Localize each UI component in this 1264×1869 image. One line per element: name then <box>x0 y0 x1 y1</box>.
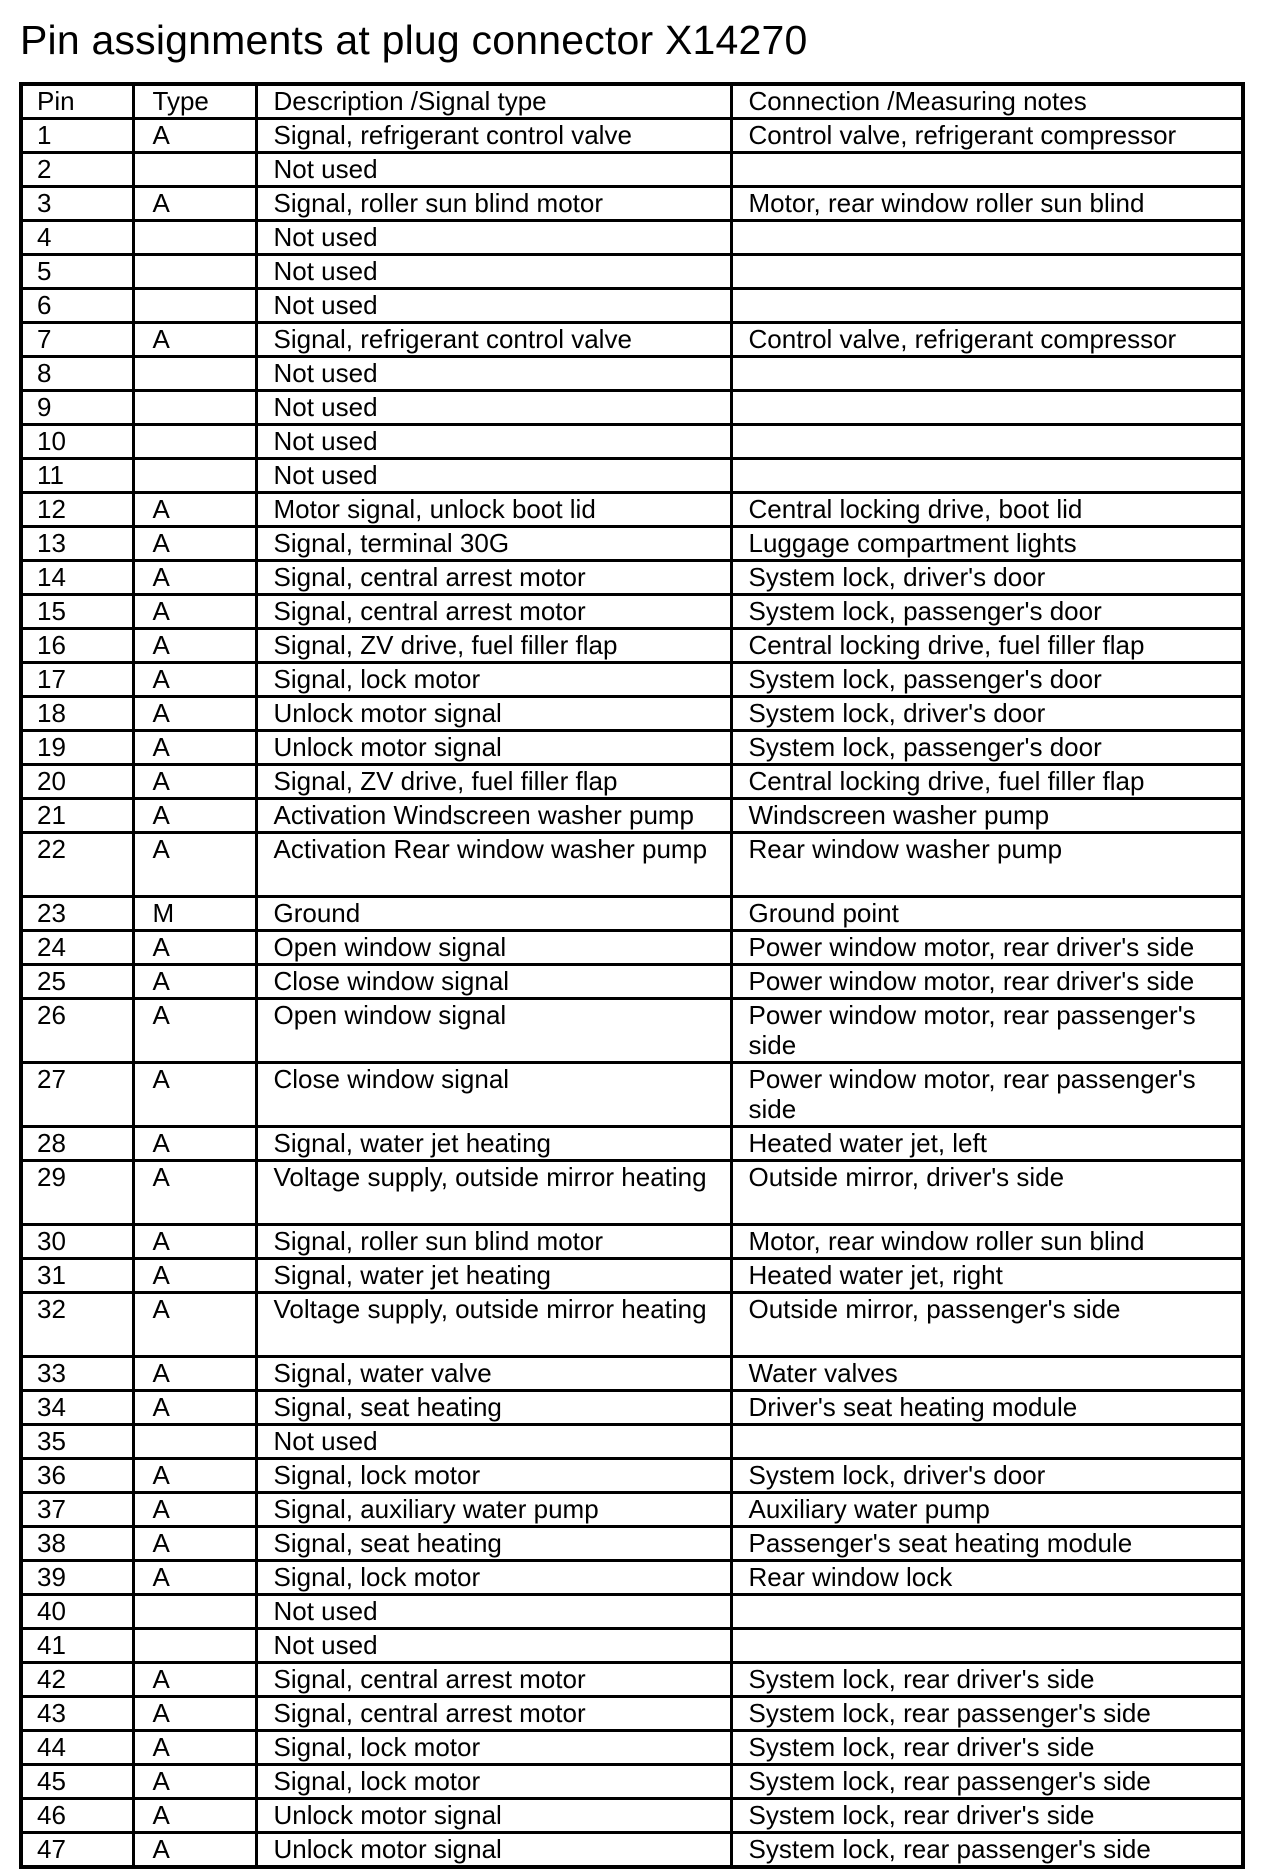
table-row <box>21 1459 1243 1493</box>
cell-description: Signal, water valve <box>256 1357 731 1391</box>
cell-connection: Rear window lock <box>731 1561 1243 1595</box>
table-row <box>21 833 1243 897</box>
cell-type: A <box>133 1259 256 1293</box>
cell-type: A <box>133 1293 256 1357</box>
cell-description: Signal, roller sun blind motor <box>256 187 731 221</box>
cell-connection: Driver's seat heating module <box>731 1391 1243 1425</box>
table-row <box>21 1161 1243 1225</box>
cell-type: A <box>133 1357 256 1391</box>
cell-pin: 20 <box>21 765 133 799</box>
cell-type <box>133 425 256 459</box>
table-row <box>21 459 1243 493</box>
table-row <box>21 1127 1243 1161</box>
cell-description: Not used <box>256 357 731 391</box>
cell-connection <box>731 1595 1243 1629</box>
cell-description: Signal, central arrest motor <box>256 595 731 629</box>
cell-pin: 37 <box>21 1493 133 1527</box>
cell-description: Signal, refrigerant control valve <box>256 119 731 153</box>
cell-type: A <box>133 731 256 765</box>
cell-description: Signal, lock motor <box>256 1731 731 1765</box>
cell-connection: System lock, rear driver's side <box>731 1731 1243 1765</box>
table-row <box>21 1765 1243 1799</box>
cell-connection: Auxiliary water pump <box>731 1493 1243 1527</box>
cell-connection: Control valve, refrigerant compressor <box>731 323 1243 357</box>
cell-description: Not used <box>256 459 731 493</box>
cell-connection: Rear window washer pump <box>731 833 1243 897</box>
cell-pin: 42 <box>21 1663 133 1697</box>
table-row <box>21 1293 1243 1357</box>
cell-description: Unlock motor signal <box>256 1833 731 1868</box>
cell-connection: Power window motor, rear driver's side <box>731 965 1243 999</box>
cell-type <box>133 459 256 493</box>
table-row <box>21 1259 1243 1293</box>
table-row <box>21 357 1243 391</box>
cell-connection: Central locking drive, fuel filler flap <box>731 629 1243 663</box>
cell-description: Ground <box>256 897 731 931</box>
cell-type <box>133 255 256 289</box>
cell-description: Signal, lock motor <box>256 663 731 697</box>
cell-type <box>133 221 256 255</box>
cell-type: A <box>133 1561 256 1595</box>
table-row <box>21 1731 1243 1765</box>
cell-pin: 18 <box>21 697 133 731</box>
column-header-connection: Connection /Measuring notes <box>731 84 1243 119</box>
cell-description: Not used <box>256 391 731 425</box>
cell-type <box>133 289 256 323</box>
cell-type: A <box>133 527 256 561</box>
cell-pin: 26 <box>21 999 133 1063</box>
cell-type: A <box>133 965 256 999</box>
cell-connection: System lock, driver's door <box>731 697 1243 731</box>
table-row <box>21 931 1243 965</box>
cell-type <box>133 391 256 425</box>
cell-description: Motor signal, unlock boot lid <box>256 493 731 527</box>
cell-connection: Power window motor, rear driver's side <box>731 931 1243 965</box>
table-row <box>21 1629 1243 1663</box>
cell-connection: Heated water jet, right <box>731 1259 1243 1293</box>
table-row <box>21 1663 1243 1697</box>
cell-pin: 22 <box>21 833 133 897</box>
cell-pin: 25 <box>21 965 133 999</box>
cell-description: Activation Rear window washer pump <box>256 833 731 897</box>
cell-type: A <box>133 629 256 663</box>
table-row <box>21 1799 1243 1833</box>
cell-type: A <box>133 595 256 629</box>
table-row <box>21 731 1243 765</box>
cell-type: A <box>133 999 256 1063</box>
cell-pin: 35 <box>21 1425 133 1459</box>
cell-type <box>133 1425 256 1459</box>
table-row <box>21 527 1243 561</box>
cell-description: Signal, central arrest motor <box>256 1663 731 1697</box>
cell-connection: Control valve, refrigerant compressor <box>731 119 1243 153</box>
cell-pin: 11 <box>21 459 133 493</box>
cell-description: Signal, ZV drive, fuel filler flap <box>256 765 731 799</box>
cell-pin: 9 <box>21 391 133 425</box>
cell-connection <box>731 1629 1243 1663</box>
cell-connection: Windscreen washer pump <box>731 799 1243 833</box>
cell-description: Signal, lock motor <box>256 1459 731 1493</box>
cell-description: Signal, central arrest motor <box>256 561 731 595</box>
cell-connection <box>731 153 1243 187</box>
cell-connection: Central locking drive, boot lid <box>731 493 1243 527</box>
cell-pin: 17 <box>21 663 133 697</box>
cell-type: A <box>133 1127 256 1161</box>
cell-description: Not used <box>256 1629 731 1663</box>
table-row <box>21 1595 1243 1629</box>
cell-pin: 28 <box>21 1127 133 1161</box>
cell-connection: Power window motor, rear passenger's side <box>731 1063 1243 1127</box>
cell-description: Unlock motor signal <box>256 731 731 765</box>
table-row <box>21 897 1243 931</box>
cell-pin: 10 <box>21 425 133 459</box>
cell-description: Signal, water jet heating <box>256 1127 731 1161</box>
cell-type: A <box>133 323 256 357</box>
cell-pin: 14 <box>21 561 133 595</box>
cell-connection: System lock, rear passenger's side <box>731 1697 1243 1731</box>
cell-pin: 43 <box>21 1697 133 1731</box>
cell-connection: System lock, rear driver's side <box>731 1799 1243 1833</box>
cell-connection: Ground point <box>731 897 1243 931</box>
table-row <box>21 1493 1243 1527</box>
cell-type: A <box>133 1161 256 1225</box>
cell-type: A <box>133 561 256 595</box>
cell-connection: Outside mirror, driver's side <box>731 1161 1243 1225</box>
cell-pin: 27 <box>21 1063 133 1127</box>
cell-description: Not used <box>256 1595 731 1629</box>
table-row <box>21 187 1243 221</box>
table-row <box>21 493 1243 527</box>
cell-description: Signal, lock motor <box>256 1561 731 1595</box>
cell-type: A <box>133 1765 256 1799</box>
cell-description: Signal, central arrest motor <box>256 1697 731 1731</box>
cell-description: Signal, seat heating <box>256 1527 731 1561</box>
cell-pin: 12 <box>21 493 133 527</box>
cell-type <box>133 153 256 187</box>
table-row <box>21 629 1243 663</box>
cell-connection: System lock, rear passenger's side <box>731 1765 1243 1799</box>
table-header-row <box>21 84 1243 119</box>
cell-connection: Water valves <box>731 1357 1243 1391</box>
column-header-description: Description /Signal type <box>256 84 731 119</box>
cell-connection: Motor, rear window roller sun blind <box>731 1225 1243 1259</box>
cell-pin: 40 <box>21 1595 133 1629</box>
table-row <box>21 663 1243 697</box>
table-row <box>21 1527 1243 1561</box>
cell-type: A <box>133 1493 256 1527</box>
table-row <box>21 1425 1243 1459</box>
cell-type: A <box>133 1799 256 1833</box>
cell-description: Not used <box>256 221 731 255</box>
cell-type: A <box>133 931 256 965</box>
cell-description: Activation Windscreen washer pump <box>256 799 731 833</box>
cell-connection <box>731 221 1243 255</box>
cell-description: Signal, ZV drive, fuel filler flap <box>256 629 731 663</box>
cell-pin: 38 <box>21 1527 133 1561</box>
cell-description: Signal, lock motor <box>256 1765 731 1799</box>
cell-type: A <box>133 1225 256 1259</box>
table-row <box>21 425 1243 459</box>
cell-pin: 8 <box>21 357 133 391</box>
cell-pin: 41 <box>21 1629 133 1663</box>
table-row <box>21 1357 1243 1391</box>
cell-connection: Power window motor, rear passenger's side <box>731 999 1243 1063</box>
cell-type: A <box>133 1459 256 1493</box>
cell-pin: 2 <box>21 153 133 187</box>
cell-connection: System lock, rear passenger's side <box>731 1833 1243 1868</box>
cell-pin: 36 <box>21 1459 133 1493</box>
cell-pin: 33 <box>21 1357 133 1391</box>
cell-pin: 21 <box>21 799 133 833</box>
cell-pin: 19 <box>21 731 133 765</box>
cell-description: Voltage supply, outside mirror heating <box>256 1293 731 1357</box>
cell-connection <box>731 459 1243 493</box>
cell-connection: System lock, driver's door <box>731 561 1243 595</box>
cell-pin: 32 <box>21 1293 133 1357</box>
cell-description: Not used <box>256 425 731 459</box>
cell-pin: 46 <box>21 1799 133 1833</box>
cell-connection <box>731 255 1243 289</box>
cell-type: A <box>133 833 256 897</box>
cell-description: Close window signal <box>256 1063 731 1127</box>
table-row <box>21 221 1243 255</box>
table-row <box>21 561 1243 595</box>
table-row <box>21 1561 1243 1595</box>
cell-description: Not used <box>256 255 731 289</box>
cell-type <box>133 1629 256 1663</box>
table-row <box>21 1225 1243 1259</box>
cell-type: A <box>133 1391 256 1425</box>
cell-description: Not used <box>256 1425 731 1459</box>
cell-type: A <box>133 1527 256 1561</box>
cell-connection: Passenger's seat heating module <box>731 1527 1243 1561</box>
cell-description: Signal, water jet heating <box>256 1259 731 1293</box>
cell-type <box>133 357 256 391</box>
cell-type: A <box>133 799 256 833</box>
cell-connection: System lock, passenger's door <box>731 663 1243 697</box>
cell-connection <box>731 425 1243 459</box>
cell-pin: 4 <box>21 221 133 255</box>
cell-type: A <box>133 663 256 697</box>
table-row <box>21 1833 1243 1868</box>
cell-pin: 1 <box>21 119 133 153</box>
cell-connection <box>731 289 1243 323</box>
cell-connection: System lock, driver's door <box>731 1459 1243 1493</box>
table-row <box>21 697 1243 731</box>
cell-description: Voltage supply, outside mirror heating <box>256 1161 731 1225</box>
cell-connection: System lock, rear driver's side <box>731 1663 1243 1697</box>
cell-type: A <box>133 493 256 527</box>
cell-pin: 39 <box>21 1561 133 1595</box>
cell-description: Unlock motor signal <box>256 1799 731 1833</box>
cell-pin: 45 <box>21 1765 133 1799</box>
cell-pin: 30 <box>21 1225 133 1259</box>
page-title: Pin assignments at plug connector X14270 <box>20 17 808 63</box>
cell-pin: 5 <box>21 255 133 289</box>
cell-description: Open window signal <box>256 999 731 1063</box>
cell-connection: System lock, passenger's door <box>731 595 1243 629</box>
cell-type: A <box>133 187 256 221</box>
table-row <box>21 1697 1243 1731</box>
cell-connection <box>731 357 1243 391</box>
cell-pin: 15 <box>21 595 133 629</box>
table-row <box>21 323 1243 357</box>
cell-type: A <box>133 1663 256 1697</box>
cell-description: Signal, terminal 30G <box>256 527 731 561</box>
cell-pin: 44 <box>21 1731 133 1765</box>
cell-pin: 3 <box>21 187 133 221</box>
cell-pin: 23 <box>21 897 133 931</box>
cell-type: A <box>133 1063 256 1127</box>
cell-pin: 7 <box>21 323 133 357</box>
table-row <box>21 255 1243 289</box>
cell-pin: 34 <box>21 1391 133 1425</box>
cell-connection: Outside mirror, passenger's side <box>731 1293 1243 1357</box>
cell-description: Signal, seat heating <box>256 1391 731 1425</box>
cell-type: A <box>133 1697 256 1731</box>
table-body <box>21 119 1243 1868</box>
cell-pin: 29 <box>21 1161 133 1225</box>
cell-pin: 16 <box>21 629 133 663</box>
pin-assignment-table <box>19 82 1245 1869</box>
cell-pin: 13 <box>21 527 133 561</box>
cell-description: Not used <box>256 289 731 323</box>
cell-pin: 24 <box>21 931 133 965</box>
cell-description: Signal, refrigerant control valve <box>256 323 731 357</box>
table-row <box>21 1063 1243 1127</box>
cell-connection: Heated water jet, left <box>731 1127 1243 1161</box>
column-header-pin: Pin <box>21 84 133 119</box>
cell-description: Unlock motor signal <box>256 697 731 731</box>
cell-pin: 6 <box>21 289 133 323</box>
cell-description: Open window signal <box>256 931 731 965</box>
table-row <box>21 799 1243 833</box>
table-row <box>21 289 1243 323</box>
table-row <box>21 391 1243 425</box>
cell-connection <box>731 391 1243 425</box>
cell-type: A <box>133 765 256 799</box>
cell-connection: Luggage compartment lights <box>731 527 1243 561</box>
table-row <box>21 153 1243 187</box>
cell-type: A <box>133 1833 256 1868</box>
column-header-type: Type <box>133 84 256 119</box>
table-row <box>21 999 1243 1063</box>
cell-connection: System lock, passenger's door <box>731 731 1243 765</box>
cell-description: Not used <box>256 153 731 187</box>
cell-description: Close window signal <box>256 965 731 999</box>
table-row <box>21 595 1243 629</box>
table-row <box>21 965 1243 999</box>
cell-pin: 47 <box>21 1833 133 1868</box>
cell-description: Signal, auxiliary water pump <box>256 1493 731 1527</box>
cell-description: Signal, roller sun blind motor <box>256 1225 731 1259</box>
cell-pin: 31 <box>21 1259 133 1293</box>
cell-connection: Motor, rear window roller sun blind <box>731 187 1243 221</box>
cell-type: M <box>133 897 256 931</box>
cell-type <box>133 1595 256 1629</box>
table-row <box>21 1391 1243 1425</box>
cell-connection: Central locking drive, fuel filler flap <box>731 765 1243 799</box>
cell-type: A <box>133 119 256 153</box>
cell-connection <box>731 1425 1243 1459</box>
cell-type: A <box>133 1731 256 1765</box>
table-row <box>21 765 1243 799</box>
table-row <box>21 119 1243 153</box>
cell-type: A <box>133 697 256 731</box>
